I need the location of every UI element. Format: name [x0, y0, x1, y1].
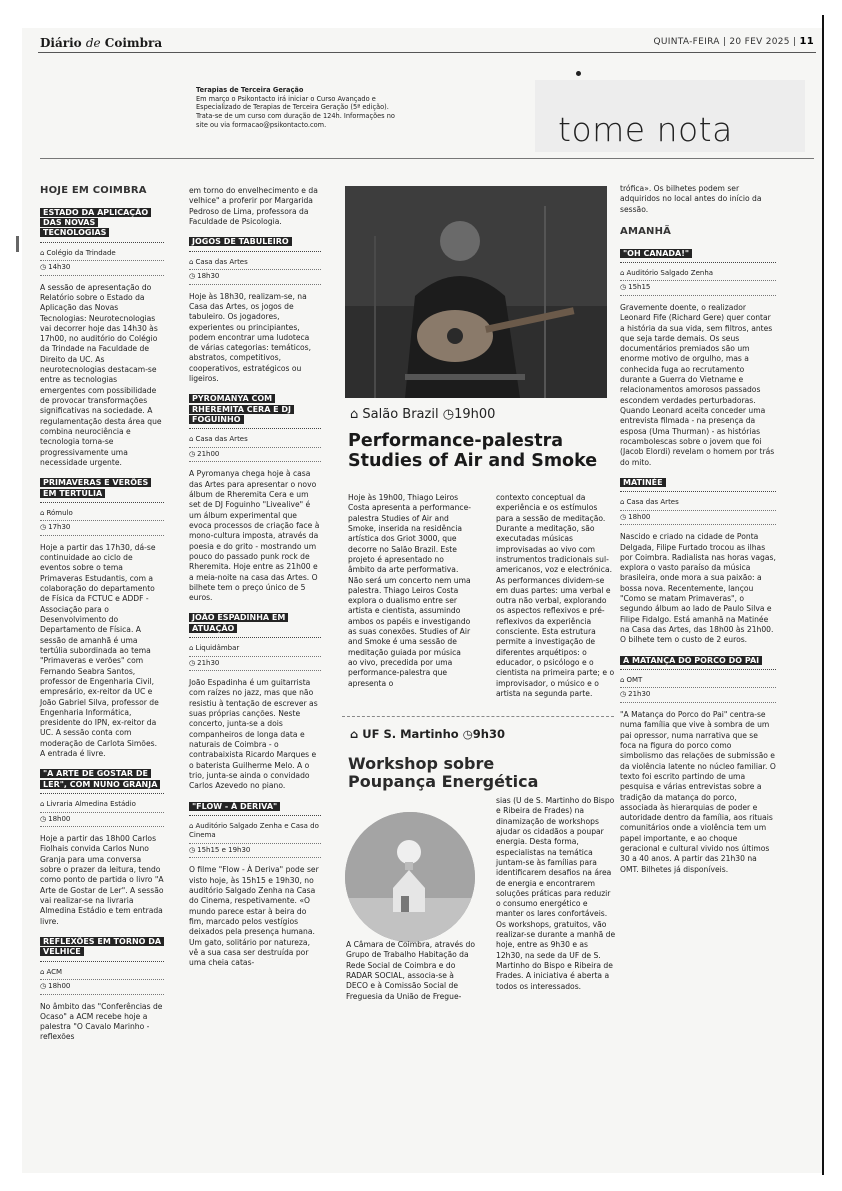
event-time-row: [620, 511, 776, 526]
house-icon: ⌂: [189, 644, 194, 653]
event-description: A Pyromanya chega hoje à casa das Artes para apresentar o novo álbum de Rheremita Cera e um set de DJ Foguinho "Livealive" é um álbum experimental que evoca processos de criação face à mono-cultura imposta, através da poesia e do grito - mostrando um pouco do passado punk rock de Rheremita. Hoje entre as 21h00 e a meia-noite na casa das Artes. O bilhete tem o preço único de 5 euros.: [189, 469, 320, 603]
event-time-row: [189, 448, 321, 463]
event-time: 18h30: [197, 272, 220, 281]
event-title: MATINÉE: [620, 478, 666, 487]
bullet-dot: [576, 71, 581, 76]
feature2-headline: Workshop sobre Poupança Energética: [348, 754, 539, 792]
house-icon: ⌂: [40, 967, 45, 976]
event-time: 18h00: [628, 512, 651, 521]
event-venue-row: [40, 507, 164, 522]
event-venue: Auditório Salgado Zenha e Casa do Cinema: [189, 821, 319, 840]
feature1-venue-line: [350, 407, 495, 422]
feature1-body-a: Hoje às 19h00, Thiago Leiros Costa apresenta a performance-palestra Studies of Air and Smoke, inserida na residência artística dos Griot 3000, que decorre no Salão Brazil. Este projeto é apresentado no âmbito da arte performativa. Não será um concerto nem uma palestra. Thiago Leiros Costa explora o dualismo entre ser artista e cientista, assumindo ambos os papéis e investigando as suas conexões. Studies of Air and Smoke é uma sessão de meditação guiada por música ao vivo, precedida por uma performance-palestra que apresenta o: [348, 493, 471, 688]
event-venue: Liquidâmbar: [195, 644, 240, 653]
event-description: "A Matança do Porco do Pai" centra-se numa família que vive à sombra de um pai opressor, numa narrativa que se foca na figura do porco como simbolismo das relações de submissão e da violência latente no núcleo familiar. O texto foi escrito partindo de uma pesquisa e várias entrevistas sobre a tradição da matança do porco, associada às hierarquias de poder e autoridade dentro da família, aos rituais comunitários onde a violência tem um papel importante, e ao choque geracional e cultural vivido nos últimos 30 a 40 anos. A partir das 21h30 na OMT. Bilhetes já disponíveis.: [620, 710, 776, 874]
event-time-row: [189, 657, 321, 672]
house-icon: ⌂: [40, 800, 45, 809]
feature1-time: 19h00: [454, 407, 496, 422]
clock-icon: ◷: [189, 449, 196, 458]
clock-icon: ◷: [40, 523, 47, 532]
feature1-venue: Salão Brazil: [362, 407, 439, 422]
event-description: João Espadinha é um guitarrista com raízes no jazz, mas que não resistiu à tentação de escrever as suas próprias canções. Neste concerto, junta-se a dois companheiros de longa data e naturais de Coimbra - o contrabaixista Ricardo Marques e o baterista Guilherme Melo. A o trio, junta-se ainda o convidado Carlos Azevedo no piano.: [189, 678, 318, 791]
energy-house-image: [345, 812, 475, 942]
clock-icon: ◷: [189, 845, 196, 854]
event-tag: [40, 208, 164, 243]
event-venue: Casa das Artes: [626, 498, 679, 507]
event-description: Nascido e criado na cidade de Ponta Delgada, Filipe Furtado trocou as ilhas por Coimbra. Radialista nas horas vagas, explora o vasto paraíso da música brasileira, onde mora a sua paixão: a bossa nova. Recentemente, lançou "Como se matam Primaveras", o segundo álbum ao lado de Paulo Silva e Filipe Fidalgo. Está amanhã na Matinée na Casa das Artes, das 18h00 às 21h00. O bilhete tem o custo de 2 euros.: [620, 532, 776, 645]
event-time: 18h00: [48, 982, 71, 991]
event-description: O filme "Flow - À Deriva" pode ser visto hoje, às 15h15 e 19h30, no auditório Salgado Zenha na Casa do Cinema, respetivamente. «O mundo parece estar à beira do fim, marcado pelos vestígios deixados pela presença humana. Um gato, solitário por natureza, vê a sua casa ser destruída por uma cheia catas-: [189, 865, 319, 968]
house-bulb-illustration: [345, 812, 475, 942]
kicker-tomorrow: AMANHÃ: [620, 225, 672, 237]
event-tag: [40, 937, 164, 962]
house-icon: ⌂: [620, 498, 625, 507]
event-venue-row: [40, 798, 164, 813]
event-venue: Casa das Artes: [195, 435, 248, 444]
scan-edge-line: [822, 15, 824, 1175]
event-venue: OMT: [626, 675, 643, 684]
continued-text-col4: trófica». Os bilhetes podem ser adquiridos no local antes do início da sessão.: [620, 184, 762, 214]
event-time: 21h00: [197, 449, 220, 458]
event-time-row: [620, 688, 776, 703]
clock-icon: ◷: [40, 814, 47, 823]
event-title: A MATANÇA DO PORCO DO PAI: [620, 656, 762, 665]
clock-icon: ◷: [40, 982, 47, 991]
event-venue: Casa das Artes: [195, 257, 248, 266]
kicker-today: HOJE EM COIMBRA: [40, 185, 147, 196]
dateline: [654, 36, 814, 47]
house-icon: ⌂: [189, 435, 194, 444]
event-tag: [620, 656, 776, 670]
feature2-venue-line: [350, 727, 505, 741]
column-tomorrow: [620, 184, 776, 875]
page-number: 11: [799, 36, 814, 47]
event-tag: [189, 613, 321, 638]
scan-mark: [16, 236, 19, 252]
event-time: 15h15 e 19h30: [197, 845, 251, 854]
house-icon: ⌂: [620, 675, 625, 684]
event-venue-row: [620, 674, 776, 689]
event-venue-row: [620, 496, 776, 511]
feature-divider: [342, 716, 614, 717]
event-description: Hoje a partir das 18h00 Carlos Fiolhais convida Carlos Nuno Granja para uma conversa sobre o prazer da leitura, tendo como ponto de partida o livro "A Arte de Gostar de Ler". A sessão vai realizar-se na livraria Almedina Estádio e tem entrada livre.: [40, 834, 164, 926]
feature2-body-d: sias (U de S. Martinho do Bispo e Ribeira de Frades) na dinamização de workshops ajudar os cidadãos a poupar energia. Desta forma, especialistas na temática juntam-se às famílias para identificarem desafios na área de energia e encontrarem soluções práticas para reduzir o consumo energético e manter os lares confortáveis. Os workshops, gratuitos, vão realizar-se durante a manhã de hoje, entre as 9h30 e as 12h30, na sede da UF de S. Martinho do Bispo e Ribeira de Frades. A iniciativa é aberta a todos os interessados.: [496, 796, 616, 991]
masthead: Diário de Coimbra: [40, 36, 163, 50]
house-icon: ⌂: [620, 268, 625, 277]
section-title: tome nota: [558, 110, 733, 149]
event-venue-row: [189, 256, 321, 271]
event-time: 21h30: [197, 658, 220, 667]
continued-text: em torno do envelhecimento e da velhice" a proferir por Margarida Pedroso de Lima, professora da Faculdade de Psicologia.: [189, 186, 318, 226]
clock-icon: ◷: [462, 727, 473, 741]
guitarist-image: [345, 186, 607, 398]
event-description: Gravemente doente, o realizador Leonard Fife (Richard Gere) quer contar a história da sua vida, sem filtros, antes que seja tarde demais. Os seus documentários premiados são um enorme motivo de orgulho, mas a conhecida fuga ao recrutamento durante a Guerra do Vietname e relacionamentos amorosos passados escondem verdades perturbadoras. Quando Leonard aceita conceder uma entrevista filmada - na presença da esposa (Uma Thurman) - as histórias rocambolescas sobre o jovem que foi (Jacob Elordi) revelam o homem por trás do mito.: [620, 302, 775, 467]
event-time-row: [189, 270, 321, 285]
promo-box: [196, 86, 396, 130]
event-tag: [620, 478, 776, 492]
event-venue-row: [620, 267, 776, 282]
event-tag: [189, 394, 321, 429]
event-venue: Auditório Salgado Zenha: [626, 268, 714, 277]
house-icon: ⌂: [189, 257, 194, 266]
feature2-time: 9h30: [472, 727, 505, 741]
event-time: 18h00: [48, 814, 71, 823]
column-two: [189, 186, 321, 969]
event-time-row: [40, 813, 164, 828]
clock-icon: ◷: [620, 690, 627, 699]
event-title: JOGOS DE TABULEIRO: [189, 237, 292, 246]
event-time-row: [40, 980, 164, 995]
event-time-row: [189, 844, 321, 859]
event-description: Hoje a partir das 17h30, dá-se continuidade ao ciclo de eventos sobre o tema Primaveras Estudantis, com a colaboração do departamento de Física da FCTUC e ADDF - Associação para o Desenvolvimento do Departamento de Física. A sessão de amanhã é uma tertúlia subordinada ao tema "Primaveras e verões" com Fernando Seabra Santos, professor de Engenharia Civil, empresário, ex-reitor da UC e João Gabriel Silva, professor de Engenharia Informática, presidente do IPN, ex-reitor da UC. A sessão conta com moderação de Carlota Simões. A entrada é livre.: [40, 542, 159, 759]
event-tag: [40, 769, 164, 794]
event-tag: [189, 237, 321, 251]
event-tag: [189, 802, 321, 816]
event-venue: ACM: [46, 967, 63, 976]
date: QUINTA-FEIRA | 20 FEV 2025 |: [653, 37, 797, 47]
section-rule: [40, 158, 814, 159]
house-icon: ⌂: [350, 407, 359, 422]
event-description: Hoje às 18h30, realizam-se, na Casa das Artes, os jogos de tabuleiro. Os jogadores, experientes ou principiantes, podem encontrar uma ludoteca de várias categorias: temáticos, abstratos, competitivos, cooperativos, estratégicos ou ligeiros.: [189, 291, 312, 384]
event-time: 17h30: [48, 523, 71, 532]
clock-icon: ◷: [620, 512, 627, 521]
event-tag: [620, 249, 776, 263]
clock-icon: ◷: [40, 263, 47, 272]
event-title: "A ARTE DE GOSTAR DE LER", COM NUNO GRANJA: [40, 769, 160, 788]
clock-icon: ◷: [620, 283, 627, 292]
event-title: ESTADO DA APLICAÇÃO DAS NOVAS TECNOLOGIAS: [40, 208, 151, 238]
event-time-row: [40, 521, 164, 536]
clock-icon: ◷: [189, 272, 196, 281]
clock-icon: ◷: [442, 407, 455, 422]
house-icon: ⌂: [40, 248, 45, 257]
feature2-body-c: A Câmara de Coimbra, através do Grupo de Trabalho Habitação da Rede Social de Coimbra e do RADAR SOCIAL, associa-se à DECO e à Comissão Social de Freguesia da União de Fregue-: [346, 940, 475, 1001]
event-venue-row: [40, 966, 164, 981]
house-icon: ⌂: [189, 821, 194, 830]
promo-text: Em março o Psikontacto irá iniciar o Curso Avançado e Especializado de Terapias de Terceira Geração (5ª edição). Trata-se de um curso com duração de 124h. Informações no site ou via formacao@psikontacto.com.: [196, 94, 395, 129]
event-venue-row: [189, 433, 321, 448]
event-time-row: [40, 261, 164, 276]
event-time: 15h15: [628, 283, 651, 292]
event-title: "FLOW - À DERIVA": [189, 802, 280, 811]
performer-photo: [345, 186, 607, 398]
event-title: PRIMAVERAS E VERÕES EM TERTÚLIA: [40, 478, 151, 497]
event-title: REFLEXÕES EM TORNO DA VELHICE: [40, 937, 164, 956]
house-icon: ⌂: [40, 508, 45, 517]
event-title: JOÃO ESPADINHA EM ATUAÇÃO: [189, 613, 288, 632]
column-today: [40, 184, 164, 1043]
promo-title: Terapias de Terceira Geração: [196, 86, 304, 94]
event-venue-row: [189, 642, 321, 657]
feature2-venue: UF S. Martinho: [362, 727, 459, 741]
event-description: No âmbito das "Conferências de Ocaso" a ACM recebe hoje a palestra "O Cavalo Marinho - reflexões: [40, 1001, 163, 1042]
event-time: 14h30: [48, 263, 71, 272]
event-time-row: [620, 281, 776, 296]
house-icon: ⌂: [350, 727, 359, 741]
clock-icon: ◷: [189, 658, 196, 667]
event-venue-row: [40, 247, 164, 262]
event-venue: Livraria Almedina Estádio: [46, 800, 136, 809]
feature1-body-b: contexto conceptual da experiência e os estímulos para a sessão de meditação. Durante a meditação, são executadas músicas improvisadas ao vivo com instrumentos tradicionais sul-americanos, voz e electrónica. As performances dividem-se em duas partes: uma verbal e outra não verbal, explorando os aspectos reflexivos e pré-reflexivos da experiência consciente. Esta estrutura permite a investigação de diferentes arquétipos: o educador, o psicólogo e o cientista na primeira parte; e o improvisador, o músico e o artista na segunda parte.: [496, 493, 615, 698]
event-tag: [40, 478, 164, 503]
event-venue: Colégio da Trindade: [46, 248, 116, 257]
event-time: 21h30: [628, 690, 651, 699]
event-description: A sessão de apresentação do Relatório sobre o Estado da Aplicação das Novas Tecnologias: Neurotecnologias vai decorrer hoje das 14h30 às 17h00, no auditório do Colégio da Trindade na Faculdade de Direito da UC. As neurotecnologias destacam-se entre as tecnologias emergentes com possibilidade de provocar transformações significativas na sociedade. A regulamentação desta área que combina neurociência e tecnologia torna-se progressivamente uma necessidade urgente.: [40, 282, 162, 467]
event-title: PYROMANYA COM RHEREMITA CERA E DJ FOGUINHO: [189, 394, 294, 424]
event-venue-row: [189, 820, 321, 844]
header-rule: [38, 52, 816, 53]
event-title: "OH CANADA!": [620, 249, 692, 258]
feature1-headline: Performance-palestra Studies of Air and Smoke: [348, 431, 598, 471]
event-venue: Rómulo: [46, 508, 73, 517]
